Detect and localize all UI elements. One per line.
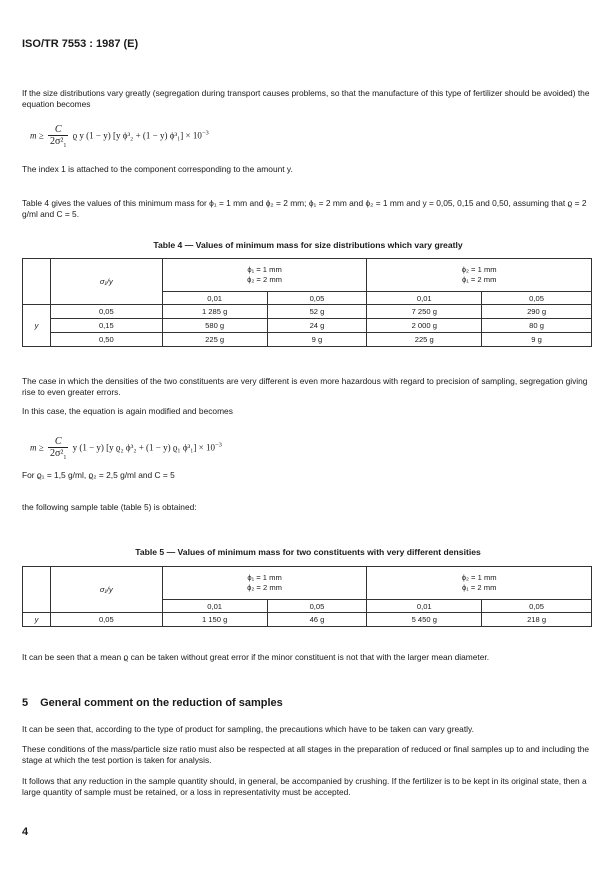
table4-group1-header [162,259,367,292]
equation-1-lhs: m ≥ [30,130,44,141]
table4-group1-line1: ϕ₁ = 1 mm [247,265,282,274]
paragraph-density-values: For ϱ₁ = 1,5 g/ml, ϱ₂ = 2,5 g/ml and C = 5 [22,470,175,480]
table4-sigma-header: 0,05 [267,292,367,305]
table4-cell: 225 g [162,333,267,347]
paragraph-mean-density: It can be seen that a mean ϱ can be taken without great error if the minor constituent is not that with the larger mean diameter. [22,652,490,662]
table5-caption: Table 5 — Values of minimum mass for two constituents with very different densities [135,547,481,557]
table4-empty-cell [23,259,51,305]
equation-2-body: y (1 − y) [y ϱ₂ ϕ³₂ + (1 − y) ϱ₁ ϕ³₁] × 10 [72,442,215,453]
table5-row-label: y [23,613,51,627]
table-row [23,319,592,333]
table5-group1-header [162,567,367,600]
table4-cell: 1 285 g [162,305,267,319]
paragraph-table4-intro: Table 4 gives the values of this minimum mass for ϕ₁ = 1 mm and ϕ₂ = 2 mm; ϕ₁ = 2 mm and ϕ₂ = 1 mm and y = 0,05, 0,15 and 0,50, assuming that ϱ = 2 g/ml and C = 5. [22,198,587,219]
paragraph-precautions: It can be seen that, according to the type of product for sampling, the precautions which have to be taken can vary greatly. [22,724,474,734]
equation-2-exponent: −3 [214,441,222,449]
table4-y-value: 0,50 [50,333,162,347]
table4-sigma-header: 0,05 [482,292,592,305]
table4-cell: 52 g [267,305,367,319]
equation-1-denominator-sub: 1 [63,143,67,149]
table4-cell: 7 250 g [367,305,482,319]
table5-cell: 46 g [267,613,367,627]
table5-group2-line2: ϕ₁ = 2 mm [461,583,497,592]
table4-caption: Table 4 — Values of minimum mass for size distributions which vary greatly [153,240,463,250]
table5 [22,566,592,627]
table4-cell: 24 g [267,319,367,333]
table4-group2-header [367,259,592,292]
page-number: 4 [22,826,29,838]
section-number: 5 [22,697,29,709]
paragraph-table5-intro: the following sample table (table 5) is obtained: [22,502,197,512]
table4-cell: 9 g [267,333,367,347]
table5-sigma-header: 0,05 [267,600,367,613]
table4-corner-header: σ₁/y [50,259,162,305]
equation-2-denominator: 2σ² [49,448,64,459]
equation-2 [30,436,222,461]
table4-y-value: 0,05 [50,305,162,319]
paragraph-index-note: The index 1 is attached to the component corresponding to the amount y. [22,164,293,174]
table5-group2-line1: ϕ₂ = 1 mm [461,573,497,582]
table4-row-label: y [23,305,51,347]
equation-1-exponent: −3 [201,129,209,137]
table5-cell: 5 450 g [367,613,482,627]
document-header: ISO/TR 7553 : 1987 (E) [22,38,139,50]
table5-sigma-header: 0,01 [367,600,482,613]
table5-group1-line1: ϕ₁ = 1 mm [247,573,282,582]
section-title: General comment on the reduction of samples [40,697,283,709]
table-row [23,333,592,347]
paragraph-crushing: It follows that any reduction in the sample quantity should, in general, be accompanied by crushing. If the fertilizer is to be kept in its original state, then a large quantity of sample must be retained, or a loss in representativity must be accepted. [22,776,587,797]
table4-sigma-header: 0,01 [162,292,267,305]
table-row [23,567,592,600]
table5-corner-header: σ₁/y [50,567,162,613]
table5-sigma-header: 0,01 [162,600,267,613]
table4-y-value: 0,15 [50,319,162,333]
table5-empty-cell [23,567,51,613]
table5-cell: 1 150 g [162,613,267,627]
table5-group2-header [367,567,592,600]
equation-2-denominator-sub: 1 [63,455,67,461]
equation-2-numerator: C [48,436,68,448]
table4-cell: 2 000 g [367,319,482,333]
table5-y-value: 0,05 [50,613,162,627]
paragraph-modified-equation: In this case, the equation is again modified and becomes [22,406,233,416]
section-heading [22,697,295,709]
equation-1-numerator: C [48,124,68,136]
table4-group2-line2: ϕ₁ = 2 mm [461,275,497,284]
table5-sigma-header: 0,05 [482,600,592,613]
table4 [22,258,592,347]
equation-2-lhs: m ≥ [30,442,44,453]
table4-cell: 580 g [162,319,267,333]
paragraph-size-distributions: If the size distributions vary greatly (segregation during transport causes problems, so that the manufacture of this type of fertilizer should be avoided) the equation becomes [22,88,590,109]
table4-group2-line1: ϕ₂ = 1 mm [461,265,497,274]
equation-1 [30,124,209,149]
table4-cell: 9 g [482,333,592,347]
table4-cell: 80 g [482,319,592,333]
table4-cell: 225 g [367,333,482,347]
table-row [23,259,592,292]
paragraph-densities: The case in which the densities of the two constituents are very different is even more hazardous with regard to precision of sampling, segregation giving rise to even greater errors. [22,376,588,397]
table-row [23,613,592,627]
equation-1-denominator: 2σ² [49,136,64,147]
table5-cell: 218 g [482,613,592,627]
table4-cell: 290 g [482,305,592,319]
equation-1-body: ϱ y (1 − y) [y ϕ³₂ + (1 − y) ϕ³₁] × 10 [72,130,202,141]
paragraph-mass-particle-ratio: These conditions of the mass/particle size ratio must also be respected at all stages in the preparation of reduced or final samples up to and including the stage at which the test portion is taken for analysis. [22,744,590,765]
table-row [23,305,592,319]
table4-group1-line2: ϕ₂ = 2 mm [247,275,282,284]
table5-group1-line2: ϕ₂ = 2 mm [247,583,282,592]
table4-sigma-header: 0,01 [367,292,482,305]
